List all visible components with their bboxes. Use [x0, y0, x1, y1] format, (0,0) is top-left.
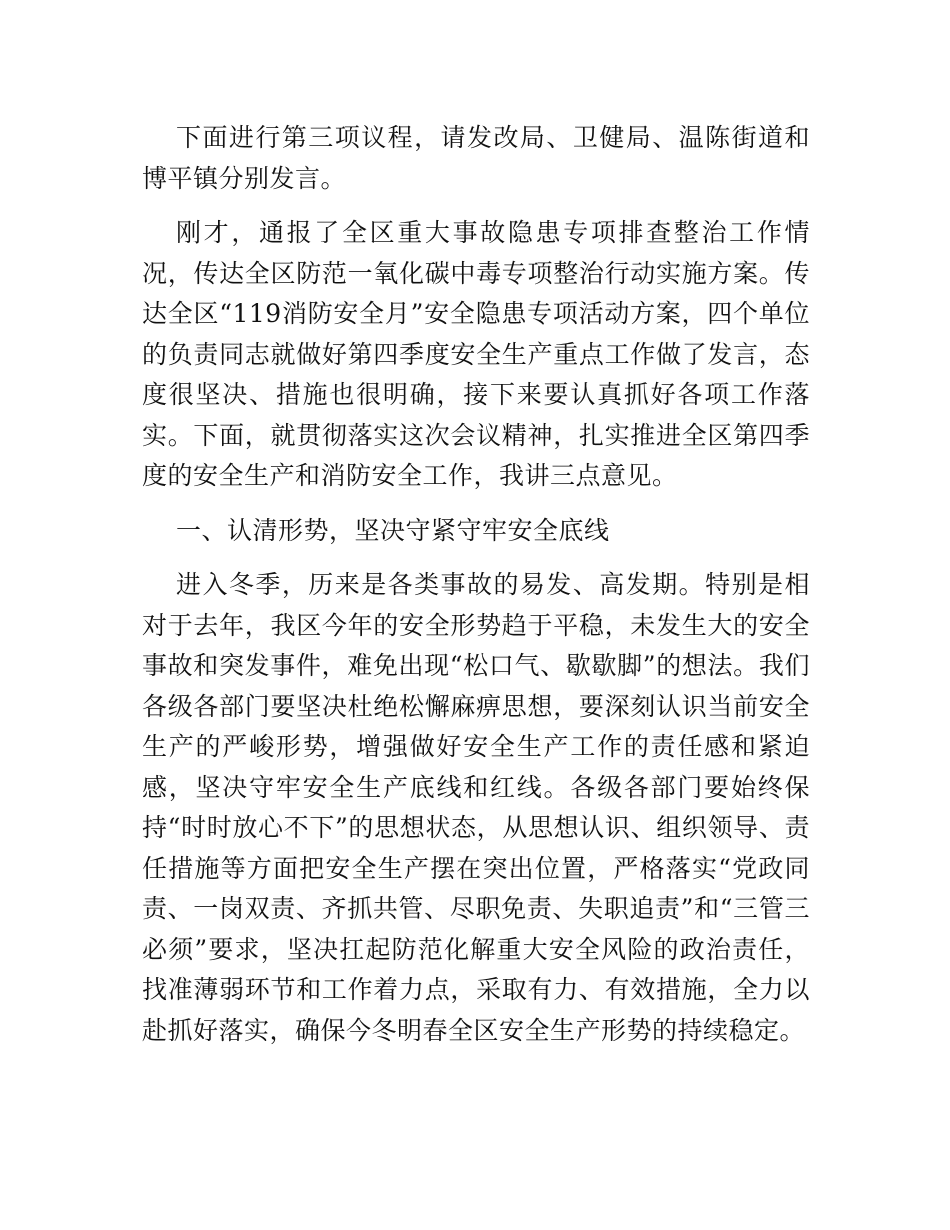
paragraph-summary: 刚才，通报了全区重大事故隐患专项排查整治工作情况，传达全区防范一氧化碳中毒专项整治行动实施方案。传达全区“119消防安全月”安全隐患专项活动方案，四个单位的负责同志就做好第四季度安全生产重点工作做了发言，态度很坚决、措施也很明确，接下来要认真抓好各项工作落实。下面，就贯彻落实这次会议精神，扎实推进全区第四季度的安全生产和消防安全工作，我讲三点意见。 — [142, 218, 810, 490]
paragraph-agenda: 下面进行第三项议程，请发改局、卫健局、温陈街道和博平镇分别发言。 — [142, 123, 810, 193]
paragraph-situation: 进入冬季，历来是各类事故的易发、高发期。特别是相对于去年，我区今年的安全形势趋于平稳，未发生大的安全事故和突发事件，难免出现“松口气、歇歇脚”的想法。我们各级各部门要坚决杜绝松懈麻痹思想，要深刻认识当前安全生产的严峻形势，增强做好安全生产工作的责任感和紧迫感，坚决守牢安全生产底线和红线。各级各部门要始终保持“时时放心不下”的思想状态，从思想认识、组织领导、责任措施等方面把安全生产摆在突出位置，严格落实“党政同责、一岗双责、齐抓共管、尽职免责、失职追责”和“三管三必须”要求，坚决扛起防范化解重大安全风险的政治责任，找准薄弱环节和工作着力点，采取有力、有效措施，全力以赴抓好落实，确保今冬明春全区安全生产形势的持续稳定。 — [142, 570, 810, 1045]
section-heading: 一、认清形势，坚决守紧守牢安全底线 — [176, 515, 610, 545]
document-body — [142, 118, 810, 1065]
